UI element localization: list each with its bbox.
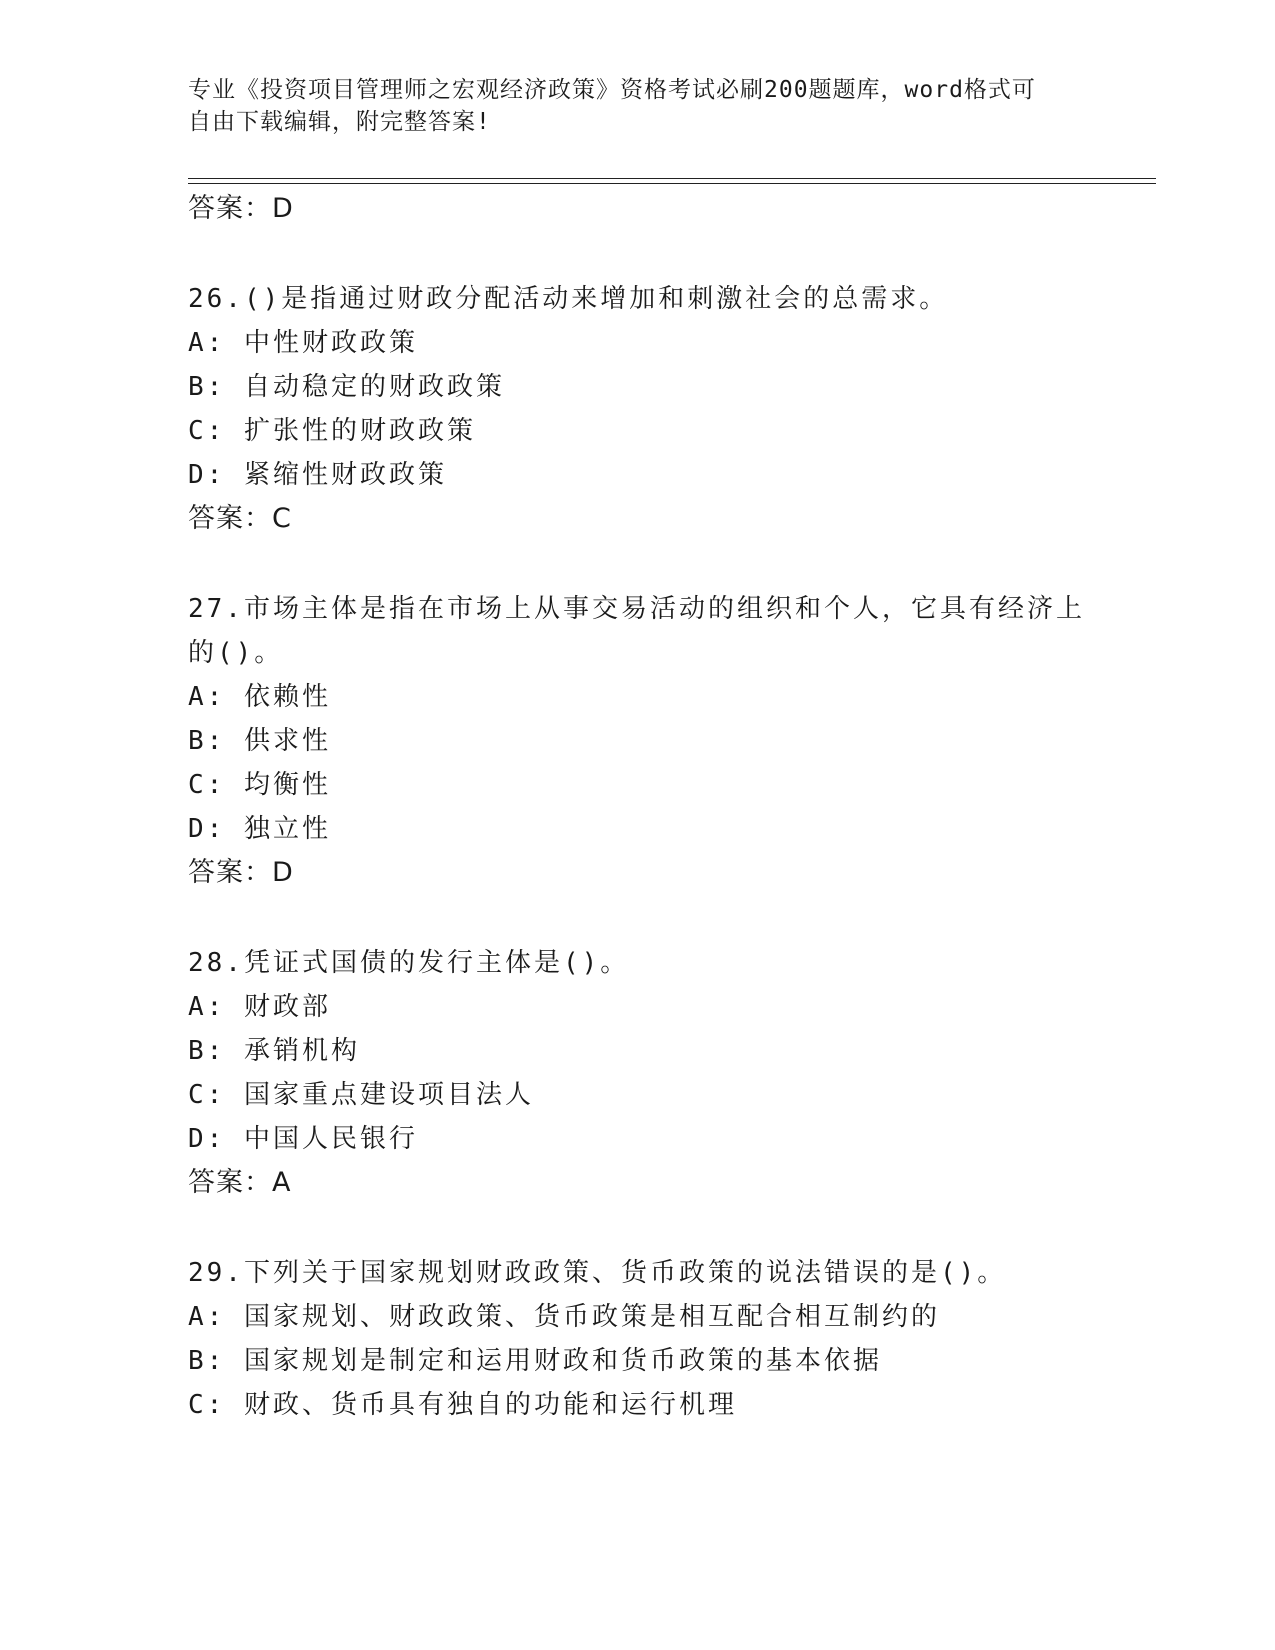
answer-28: 答案：A	[188, 1167, 292, 1198]
header-line-1: 专业《投资项目管理师之宏观经济政策》资格考试必刷200题题库，word格式可	[188, 77, 1036, 103]
question-27-stem-line-1: 27.市场主体是指在市场上从事交易活动的组织和个人，它具有经济上	[188, 594, 1085, 624]
question-26-option-c: C: 扩张性的财政政策	[188, 416, 476, 446]
question-27-option-a: A: 依赖性	[188, 682, 331, 712]
question-26-stem: 26.()是指通过财政分配活动来增加和刺激社会的总需求。	[188, 284, 949, 314]
question-27-option-b: B: 供求性	[188, 726, 331, 756]
question-29-option-a: A: 国家规划、财政政策、货币政策是相互配合相互制约的	[188, 1302, 940, 1332]
question-26-option-a: A: 中性财政政策	[188, 328, 418, 358]
question-28-option-b: B: 承销机构	[188, 1036, 360, 1066]
question-28-option-d: D: 中国人民银行	[188, 1124, 418, 1154]
question-26-option-d: D: 紧缩性财政政策	[188, 460, 447, 490]
document-header	[188, 74, 1068, 138]
answer-25: 答案：D	[188, 193, 294, 224]
header-divider-top	[188, 178, 1156, 179]
question-26-option-b: B: 自动稳定的财政政策	[188, 372, 505, 402]
question-28-option-a: A: 财政部	[188, 992, 331, 1022]
question-27-stem-line-2: 的()。	[188, 638, 284, 668]
question-28-option-c: C: 国家重点建设项目法人	[188, 1080, 534, 1110]
question-29-option-b: B: 国家规划是制定和运用财政和货币政策的基本依据	[188, 1346, 882, 1376]
question-27-option-d: D: 独立性	[188, 814, 331, 844]
header-line-2: 自由下载编辑，附完整答案!	[188, 109, 491, 135]
answer-26: 答案：C	[188, 503, 292, 534]
question-29-stem: 29.下列关于国家规划财政政策、货币政策的说法错误的是()。	[188, 1258, 1007, 1288]
question-29-option-c: C: 财政、货币具有独自的功能和运行机理	[188, 1390, 737, 1420]
question-27-option-c: C: 均衡性	[188, 770, 331, 800]
question-28-stem: 28.凭证式国债的发行主体是()。	[188, 948, 630, 978]
header-divider-bottom	[188, 183, 1156, 184]
answer-27: 答案：D	[188, 857, 294, 888]
